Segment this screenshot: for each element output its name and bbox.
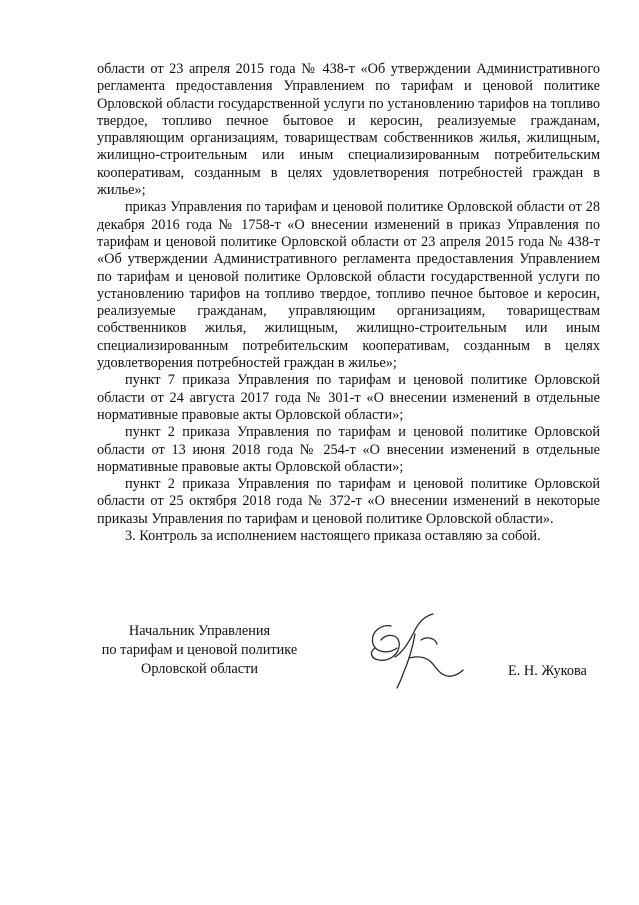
paragraph-2: приказ Управления по тарифам и ценовой политике Орловской области от 28 декабря 2016 года № 1758-т «О внесении изменений в приказ Управления по тарифам и ценовой политике Орловской области от 23 апреля 2015 года № 438-т «Об утверждении Административного регламента предоставления Управлением по тарифам и ценовой политике Орловской области государственной услуги по установлению тарифов на топливо твердое, топливо печное бытовое и керосин, реализуемые гражданам, управляющим организациям, товариществам собственников жилья, жилищным, жилищно-строительным или иным специализированным потребительским кооперативам, созданным в целях удовлетворения потребностей граждан в жилье»;	[97, 199, 600, 372]
paragraph-3: пункт 7 приказа Управления по тарифам и ценовой политике Орловской области от 24 августа 2017 года № 301-т «О внесении изменений в отдельные нормативные правовые акты Орловской области»;	[97, 372, 600, 423]
signatory-title-line-1: Начальник Управления	[128, 623, 271, 639]
paragraph-6: 3. Контроль за исполнением настоящего приказа оставляю за собой.	[125, 528, 541, 545]
signature-block	[0, 620, 639, 700]
signatory-title-line-3: Орловской области	[141, 661, 258, 677]
handwritten-signature	[355, 612, 470, 690]
paragraph-4: пункт 2 приказа Управления по тарифам и ценовой политике Орловской области от 13 июня 2018 года № 254-т «О внесении изменений в отдельные нормативные правовые акты Орловской области»;	[97, 424, 600, 475]
paragraph-1: области от 23 апреля 2015 года № 438-т «Об утверждении Административного регламента предоставления Управлением по тарифам и ценовой политике Орловской области государственной услуги по установлению тарифов на топливо твердое, топливо печное бытовое и керосин, реализуемые гражданам, управляющим организациям, товариществам собственников жилья, жилищным, жилищно-строительным или иным специализированным потребительским кооперативам, созданным в целях удовлетворения потребностей граждан в жилье»;	[97, 61, 600, 199]
paragraph-5: пункт 2 приказа Управления по тарифам и ценовой политике Орловской области от 25 октября 2018 года № 372-т «О внесении изменений в некоторые приказы Управления по тарифам и ценовой политике Орловской области».	[97, 476, 600, 527]
signatory-title	[92, 622, 307, 679]
signatory-name: Е. Н. Жукова	[508, 663, 587, 679]
document-body	[97, 61, 600, 545]
signatory-title-line-2: по тарифам и ценовой политике	[101, 642, 298, 658]
